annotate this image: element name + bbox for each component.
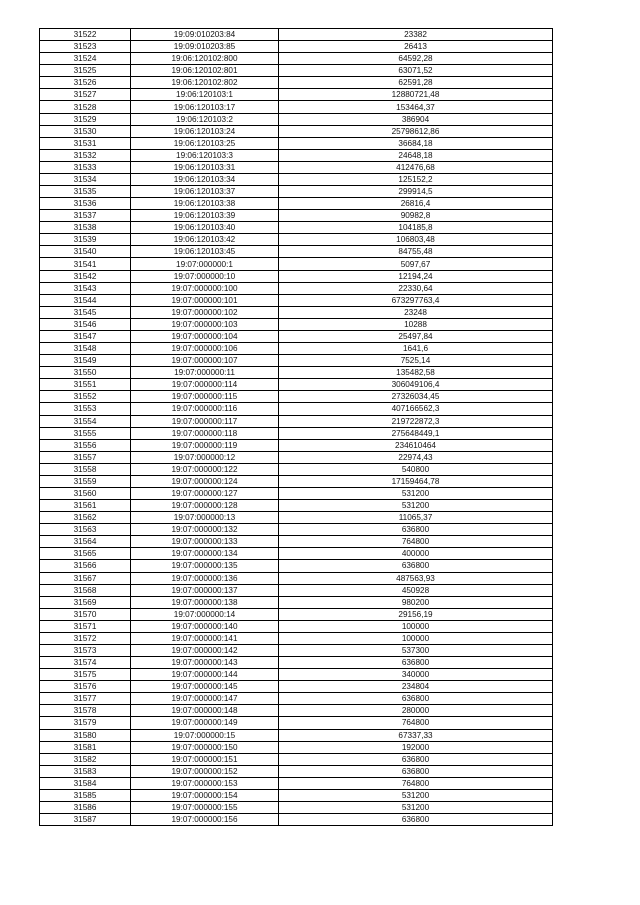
cadastral-number-cell: 19:07:000000:136 — [131, 572, 279, 584]
value-cell: 386904 — [279, 113, 553, 125]
row-number-cell: 31579 — [40, 717, 131, 729]
table-row — [40, 427, 553, 439]
row-number-cell: 31529 — [40, 113, 131, 125]
cadastral-number-cell: 19:07:000000:13 — [131, 512, 279, 524]
value-cell: 636800 — [279, 753, 553, 765]
cadastral-number-cell: 19:07:000000:115 — [131, 391, 279, 403]
cadastral-number-cell: 19:06:120103:1 — [131, 89, 279, 101]
value-cell: 764800 — [279, 717, 553, 729]
row-number-cell: 31547 — [40, 330, 131, 342]
cadastral-number-cell: 19:07:000000:104 — [131, 330, 279, 342]
value-cell: 36684,18 — [279, 137, 553, 149]
table-row — [40, 681, 553, 693]
table-row — [40, 270, 553, 282]
cadastral-number-cell: 19:07:000000:106 — [131, 343, 279, 355]
cadastral-number-cell: 19:06:120103:39 — [131, 210, 279, 222]
table-row — [40, 306, 553, 318]
value-cell: 26413 — [279, 41, 553, 53]
row-number-cell: 31584 — [40, 777, 131, 789]
table-row — [40, 234, 553, 246]
table-row — [40, 89, 553, 101]
row-number-cell: 31553 — [40, 403, 131, 415]
table-row — [40, 620, 553, 632]
row-number-cell: 31568 — [40, 584, 131, 596]
value-cell: 192000 — [279, 741, 553, 753]
table-row — [40, 294, 553, 306]
value-cell: 340000 — [279, 669, 553, 681]
table-row — [40, 403, 553, 415]
value-cell: 673297763,4 — [279, 294, 553, 306]
cadastral-number-cell: 19:07:000000:119 — [131, 439, 279, 451]
table-body — [40, 29, 553, 826]
table-row — [40, 355, 553, 367]
value-cell: 62591,28 — [279, 77, 553, 89]
value-cell: 84755,48 — [279, 246, 553, 258]
table-row — [40, 53, 553, 65]
table-row — [40, 705, 553, 717]
row-number-cell: 31537 — [40, 210, 131, 222]
table-row — [40, 391, 553, 403]
table-row — [40, 717, 553, 729]
cadastral-number-cell: 19:06:120103:34 — [131, 173, 279, 185]
cadastral-number-cell: 19:07:000000:145 — [131, 681, 279, 693]
cadastral-number-cell: 19:07:000000:152 — [131, 765, 279, 777]
cadastral-number-cell: 19:07:000000:132 — [131, 524, 279, 536]
row-number-cell: 31533 — [40, 161, 131, 173]
table-row — [40, 451, 553, 463]
value-cell: 12194,24 — [279, 270, 553, 282]
table-row — [40, 500, 553, 512]
value-cell: 64592,28 — [279, 53, 553, 65]
table-row — [40, 222, 553, 234]
table-row — [40, 41, 553, 53]
table-row — [40, 330, 553, 342]
value-cell: 407166562,3 — [279, 403, 553, 415]
table-row — [40, 29, 553, 41]
row-number-cell: 31563 — [40, 524, 131, 536]
value-cell: 234610464 — [279, 439, 553, 451]
value-cell: 22330,64 — [279, 282, 553, 294]
row-number-cell: 31561 — [40, 500, 131, 512]
row-number-cell: 31545 — [40, 306, 131, 318]
value-cell: 299914,5 — [279, 186, 553, 198]
value-cell: 764800 — [279, 777, 553, 789]
value-cell: 487563,93 — [279, 572, 553, 584]
cadastral-number-cell: 19:07:000000:118 — [131, 427, 279, 439]
value-cell: 764800 — [279, 536, 553, 548]
value-cell: 17159464,78 — [279, 475, 553, 487]
table-row — [40, 415, 553, 427]
table-row — [40, 536, 553, 548]
value-cell: 636800 — [279, 693, 553, 705]
value-cell: 234804 — [279, 681, 553, 693]
cadastral-number-cell: 19:07:000000:100 — [131, 282, 279, 294]
table-row — [40, 137, 553, 149]
row-number-cell: 31580 — [40, 729, 131, 741]
row-number-cell: 31576 — [40, 681, 131, 693]
value-cell: 531200 — [279, 500, 553, 512]
cadastral-number-cell: 19:07:000000:102 — [131, 306, 279, 318]
cadastral-value-table — [39, 28, 553, 826]
table-row — [40, 463, 553, 475]
row-number-cell: 31556 — [40, 439, 131, 451]
table-row — [40, 669, 553, 681]
cadastral-number-cell: 19:07:000000:122 — [131, 463, 279, 475]
table-row — [40, 765, 553, 777]
table-row — [40, 777, 553, 789]
value-cell: 636800 — [279, 524, 553, 536]
row-number-cell: 31557 — [40, 451, 131, 463]
row-number-cell: 31569 — [40, 596, 131, 608]
value-cell: 90982,8 — [279, 210, 553, 222]
cadastral-number-cell: 19:07:000000:103 — [131, 318, 279, 330]
row-number-cell: 31571 — [40, 620, 131, 632]
row-number-cell: 31587 — [40, 814, 131, 826]
table-row — [40, 210, 553, 222]
row-number-cell: 31541 — [40, 258, 131, 270]
row-number-cell: 31550 — [40, 367, 131, 379]
value-cell: 12880721,48 — [279, 89, 553, 101]
row-number-cell: 31522 — [40, 29, 131, 41]
value-cell: 400000 — [279, 548, 553, 560]
table-row — [40, 632, 553, 644]
table-row — [40, 125, 553, 137]
row-number-cell: 31555 — [40, 427, 131, 439]
row-number-cell: 31527 — [40, 89, 131, 101]
table-row — [40, 475, 553, 487]
value-cell: 636800 — [279, 657, 553, 669]
row-number-cell: 31578 — [40, 705, 131, 717]
cadastral-number-cell: 19:09:010203:84 — [131, 29, 279, 41]
value-cell: 537300 — [279, 644, 553, 656]
table-row — [40, 149, 553, 161]
value-cell: 636800 — [279, 560, 553, 572]
value-cell: 450928 — [279, 584, 553, 596]
value-cell: 25798612,86 — [279, 125, 553, 137]
value-cell: 306049106,4 — [279, 379, 553, 391]
value-cell: 24648,18 — [279, 149, 553, 161]
cadastral-number-cell: 19:07:000000:141 — [131, 632, 279, 644]
table-row — [40, 246, 553, 258]
row-number-cell: 31564 — [40, 536, 131, 548]
value-cell: 636800 — [279, 814, 553, 826]
row-number-cell: 31565 — [40, 548, 131, 560]
cadastral-number-cell: 19:07:000000:148 — [131, 705, 279, 717]
row-number-cell: 31575 — [40, 669, 131, 681]
row-number-cell: 31524 — [40, 53, 131, 65]
row-number-cell: 31567 — [40, 572, 131, 584]
table-row — [40, 65, 553, 77]
value-cell: 22974,43 — [279, 451, 553, 463]
value-cell: 275648449,1 — [279, 427, 553, 439]
table-row — [40, 198, 553, 210]
value-cell: 219722872,3 — [279, 415, 553, 427]
cadastral-number-cell: 19:07:000000:138 — [131, 596, 279, 608]
row-number-cell: 31538 — [40, 222, 131, 234]
cadastral-number-cell: 19:07:000000:116 — [131, 403, 279, 415]
cadastral-number-cell: 19:06:120103:45 — [131, 246, 279, 258]
table-row — [40, 173, 553, 185]
cadastral-number-cell: 19:07:000000:150 — [131, 741, 279, 753]
cadastral-number-cell: 19:06:120103:37 — [131, 186, 279, 198]
cadastral-number-cell: 19:07:000000:14 — [131, 608, 279, 620]
table-row — [40, 512, 553, 524]
row-number-cell: 31566 — [40, 560, 131, 572]
value-cell: 7525,14 — [279, 355, 553, 367]
value-cell: 280000 — [279, 705, 553, 717]
table-row — [40, 161, 553, 173]
cadastral-number-cell: 19:06:120103:17 — [131, 101, 279, 113]
row-number-cell: 31574 — [40, 657, 131, 669]
table-row — [40, 596, 553, 608]
table-row — [40, 608, 553, 620]
cadastral-number-cell: 19:06:120103:40 — [131, 222, 279, 234]
value-cell: 27326034,45 — [279, 391, 553, 403]
value-cell: 100000 — [279, 620, 553, 632]
value-cell: 104185,8 — [279, 222, 553, 234]
row-number-cell: 31536 — [40, 198, 131, 210]
table-row — [40, 572, 553, 584]
row-number-cell: 31530 — [40, 125, 131, 137]
cadastral-number-cell: 19:06:120103:38 — [131, 198, 279, 210]
row-number-cell: 31535 — [40, 186, 131, 198]
value-cell: 5097,67 — [279, 258, 553, 270]
row-number-cell: 31583 — [40, 765, 131, 777]
row-number-cell: 31552 — [40, 391, 131, 403]
table-row — [40, 367, 553, 379]
row-number-cell: 31525 — [40, 65, 131, 77]
cadastral-number-cell: 19:07:000000:114 — [131, 379, 279, 391]
value-cell: 125152,2 — [279, 173, 553, 185]
table-row — [40, 657, 553, 669]
row-number-cell: 31581 — [40, 741, 131, 753]
value-cell: 980200 — [279, 596, 553, 608]
cadastral-number-cell: 19:07:000000:137 — [131, 584, 279, 596]
cadastral-number-cell: 19:06:120102:802 — [131, 77, 279, 89]
row-number-cell: 31540 — [40, 246, 131, 258]
cadastral-number-cell: 19:06:120102:800 — [131, 53, 279, 65]
row-number-cell: 31570 — [40, 608, 131, 620]
cadastral-number-cell: 19:06:120103:24 — [131, 125, 279, 137]
value-cell: 531200 — [279, 487, 553, 499]
row-number-cell: 31551 — [40, 379, 131, 391]
cadastral-number-cell: 19:07:000000:142 — [131, 644, 279, 656]
table-row — [40, 343, 553, 355]
cadastral-number-cell: 19:07:000000:1 — [131, 258, 279, 270]
row-number-cell: 31532 — [40, 149, 131, 161]
row-number-cell: 31572 — [40, 632, 131, 644]
row-number-cell: 31549 — [40, 355, 131, 367]
cadastral-number-cell: 19:07:000000:155 — [131, 802, 279, 814]
table-row — [40, 741, 553, 753]
cadastral-number-cell: 19:07:000000:149 — [131, 717, 279, 729]
row-number-cell: 31554 — [40, 415, 131, 427]
row-number-cell: 31573 — [40, 644, 131, 656]
value-cell: 531200 — [279, 789, 553, 801]
row-number-cell: 31577 — [40, 693, 131, 705]
table-row — [40, 560, 553, 572]
value-cell: 1641,6 — [279, 343, 553, 355]
value-cell: 531200 — [279, 802, 553, 814]
cadastral-number-cell: 19:06:120103:2 — [131, 113, 279, 125]
row-number-cell: 31543 — [40, 282, 131, 294]
value-cell: 10288 — [279, 318, 553, 330]
cadastral-number-cell: 19:07:000000:134 — [131, 548, 279, 560]
table-row — [40, 753, 553, 765]
cadastral-number-cell: 19:07:000000:11 — [131, 367, 279, 379]
row-number-cell: 31531 — [40, 137, 131, 149]
cadastral-number-cell: 19:07:000000:101 — [131, 294, 279, 306]
row-number-cell: 31542 — [40, 270, 131, 282]
table-row — [40, 729, 553, 741]
cadastral-number-cell: 19:06:120102:801 — [131, 65, 279, 77]
row-number-cell: 31560 — [40, 487, 131, 499]
cadastral-number-cell: 19:07:000000:143 — [131, 657, 279, 669]
table-row — [40, 644, 553, 656]
cadastral-number-cell: 19:07:000000:144 — [131, 669, 279, 681]
cadastral-number-cell: 19:07:000000:151 — [131, 753, 279, 765]
row-number-cell: 31544 — [40, 294, 131, 306]
table-row — [40, 487, 553, 499]
cadastral-number-cell: 19:06:120103:25 — [131, 137, 279, 149]
table-row — [40, 584, 553, 596]
cadastral-number-cell: 19:06:120103:42 — [131, 234, 279, 246]
cadastral-number-cell: 19:07:000000:135 — [131, 560, 279, 572]
table-row — [40, 693, 553, 705]
value-cell: 67337,33 — [279, 729, 553, 741]
cadastral-number-cell: 19:07:000000:127 — [131, 487, 279, 499]
cadastral-number-cell: 19:07:000000:124 — [131, 475, 279, 487]
table-row — [40, 789, 553, 801]
cadastral-number-cell: 19:07:000000:140 — [131, 620, 279, 632]
table-row — [40, 802, 553, 814]
cadastral-number-cell: 19:06:120103:31 — [131, 161, 279, 173]
value-cell: 11065,37 — [279, 512, 553, 524]
cadastral-number-cell: 19:07:000000:154 — [131, 789, 279, 801]
row-number-cell: 31546 — [40, 318, 131, 330]
row-number-cell: 31585 — [40, 789, 131, 801]
cadastral-number-cell: 19:07:000000:10 — [131, 270, 279, 282]
row-number-cell: 31548 — [40, 343, 131, 355]
row-number-cell: 31539 — [40, 234, 131, 246]
table-row — [40, 186, 553, 198]
row-number-cell: 31562 — [40, 512, 131, 524]
table-row — [40, 113, 553, 125]
cadastral-number-cell: 19:07:000000:133 — [131, 536, 279, 548]
value-cell: 106803,48 — [279, 234, 553, 246]
row-number-cell: 31528 — [40, 101, 131, 113]
row-number-cell: 31534 — [40, 173, 131, 185]
value-cell: 63071,52 — [279, 65, 553, 77]
table-row — [40, 101, 553, 113]
row-number-cell: 31523 — [40, 41, 131, 53]
table-row — [40, 814, 553, 826]
cadastral-number-cell: 19:07:000000:153 — [131, 777, 279, 789]
cadastral-number-cell: 19:09:010203:85 — [131, 41, 279, 53]
row-number-cell: 31582 — [40, 753, 131, 765]
table-row — [40, 318, 553, 330]
value-cell: 412476,68 — [279, 161, 553, 173]
table-row — [40, 258, 553, 270]
cadastral-number-cell: 19:07:000000:147 — [131, 693, 279, 705]
cadastral-number-cell: 19:06:120103:3 — [131, 149, 279, 161]
value-cell: 29156,19 — [279, 608, 553, 620]
table-row — [40, 439, 553, 451]
cadastral-number-cell: 19:07:000000:12 — [131, 451, 279, 463]
cadastral-number-cell: 19:07:000000:128 — [131, 500, 279, 512]
table-row — [40, 524, 553, 536]
value-cell: 100000 — [279, 632, 553, 644]
table-row — [40, 77, 553, 89]
value-cell: 26816,4 — [279, 198, 553, 210]
cadastral-number-cell: 19:07:000000:15 — [131, 729, 279, 741]
row-number-cell: 31558 — [40, 463, 131, 475]
cadastral-number-cell: 19:07:000000:156 — [131, 814, 279, 826]
table-row — [40, 282, 553, 294]
value-cell: 23248 — [279, 306, 553, 318]
value-cell: 23382 — [279, 29, 553, 41]
value-cell: 636800 — [279, 765, 553, 777]
cadastral-number-cell: 19:07:000000:117 — [131, 415, 279, 427]
value-cell: 540800 — [279, 463, 553, 475]
value-cell: 153464,37 — [279, 101, 553, 113]
row-number-cell: 31586 — [40, 802, 131, 814]
row-number-cell: 31526 — [40, 77, 131, 89]
table-row — [40, 548, 553, 560]
cadastral-number-cell: 19:07:000000:107 — [131, 355, 279, 367]
value-cell: 25497,84 — [279, 330, 553, 342]
table-row — [40, 379, 553, 391]
row-number-cell: 31559 — [40, 475, 131, 487]
value-cell: 135482,58 — [279, 367, 553, 379]
